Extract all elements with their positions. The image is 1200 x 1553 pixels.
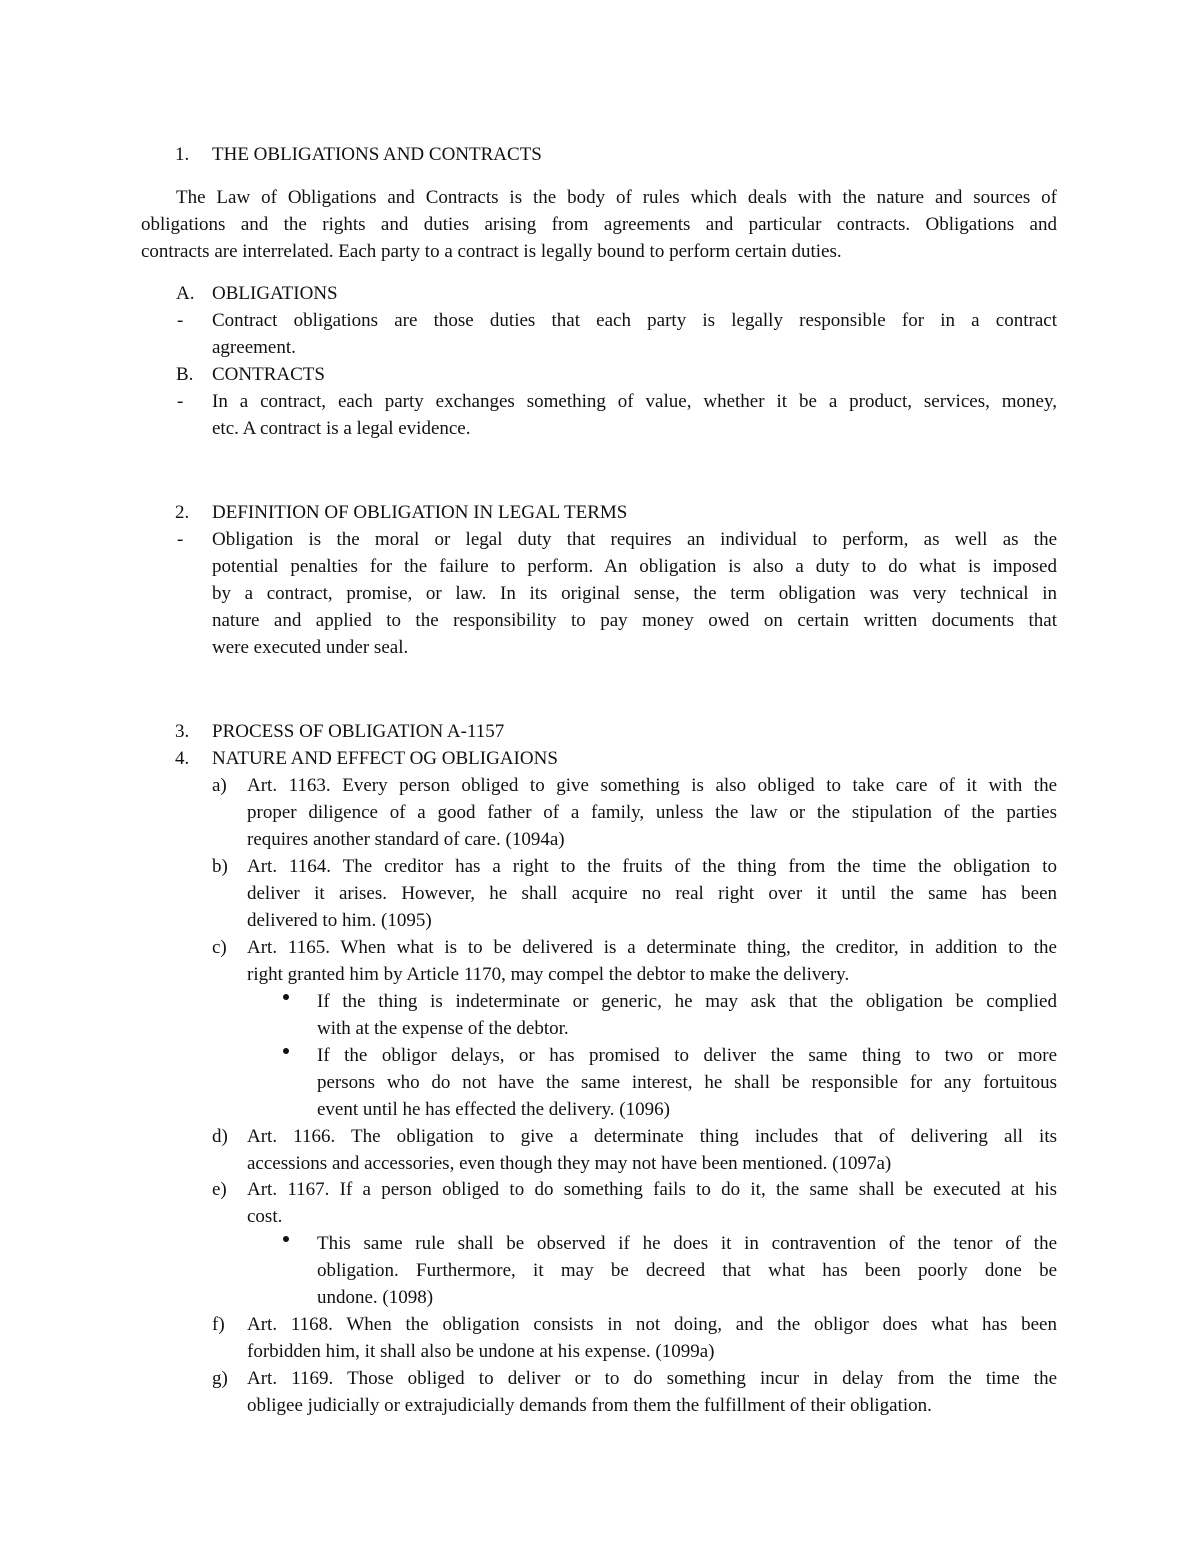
article-line: Art. 1165. When what is to be delivered is a determinate thing, the creditor, in addition to the <box>247 937 1057 958</box>
definition-line: potential penalties for the failure to perform. An obligation is also a duty to do what is imposed <box>212 556 1057 577</box>
section-number: 2. <box>175 502 190 523</box>
bullet-line: obligation. Furthermore, it may be decreed that what has been poorly done be <box>317 1260 1057 1281</box>
bullet-icon <box>283 1048 289 1054</box>
bullet-line: If the obligor delays, or has promised to deliver the same thing to two or more <box>317 1045 1057 1066</box>
dash-marker: - <box>177 529 184 550</box>
article-line: Art. 1167. If a person obliged to do something fails to do it, the same shall be executed at his <box>247 1179 1057 1200</box>
section-number: 3. <box>175 721 190 742</box>
section-heading: DEFINITION OF OBLIGATION IN LEGAL TERMS <box>212 502 628 523</box>
intro-line: The Law of Obligations and Contracts is the body of rules which deals with the nature and sources of <box>176 187 1057 208</box>
article-marker: d) <box>212 1126 228 1147</box>
bullet-line: undone. (1098) <box>317 1287 434 1308</box>
article-marker: e) <box>212 1179 227 1200</box>
article-line: Art. 1169. Those obliged to deliver or to do something incur in delay from the time the <box>247 1368 1057 1389</box>
article-line: Art. 1168. When the obligation consists in not doing, and the obligor does what has been <box>247 1314 1057 1335</box>
subsection-line: etc. A contract is a legal evidence. <box>212 418 471 439</box>
section-number: 4. <box>175 748 190 769</box>
article-line: accessions and accessories, even though they may not have been mentioned. (1097a) <box>247 1153 892 1174</box>
article-line: delivered to him. (1095) <box>247 910 432 931</box>
bullet-line: event until he has effected the delivery. (1096) <box>317 1099 670 1120</box>
intro-line: obligations and the rights and duties arising from agreements and particular contracts. Obligations and <box>141 214 1057 235</box>
article-marker: g) <box>212 1368 228 1389</box>
subsection-line: agreement. <box>212 337 296 358</box>
section-number: 1. <box>175 144 190 165</box>
subsection-line: In a contract, each party exchanges something of value, whether it be a product, services, money, <box>212 391 1057 412</box>
subsection-letter: A. <box>176 283 195 304</box>
section-heading: THE OBLIGATIONS AND CONTRACTS <box>212 144 542 165</box>
subsection-line: Contract obligations are those duties that each party is legally responsible for in a contract <box>212 310 1057 331</box>
bullet-line: This same rule shall be observed if he does it in contravention of the tenor of the <box>317 1233 1057 1254</box>
article-marker: f) <box>212 1314 225 1335</box>
dash-marker: - <box>177 310 184 331</box>
bullet-line: persons who do not have the same interest, he shall be responsible for any fortuitous <box>317 1072 1057 1093</box>
subsection-letter: B. <box>176 364 194 385</box>
article-line: Art. 1164. The creditor has a right to the fruits of the thing from the time the obligation to <box>247 856 1057 877</box>
article-line: obligee judicially or extrajudicially demands from them the fulfillment of their obligation. <box>247 1395 932 1416</box>
section-heading: NATURE AND EFFECT OG OBLIGAIONS <box>212 748 558 769</box>
article-line: right granted him by Article 1170, may compel the debtor to make the delivery. <box>247 964 850 985</box>
definition-line: were executed under seal. <box>212 637 409 658</box>
definition-line: nature and applied to the responsibility to pay money owed on certain written documents that <box>212 610 1057 631</box>
subsection-heading: OBLIGATIONS <box>212 283 338 304</box>
bullet-line: with at the expense of the debtor. <box>317 1018 569 1039</box>
definition-line: by a contract, promise, or law. In its original sense, the term obligation was very technical in <box>212 583 1057 604</box>
bullet-icon <box>283 1236 289 1242</box>
article-marker: c) <box>212 937 227 958</box>
section-heading: PROCESS OF OBLIGATION A-1157 <box>212 721 505 742</box>
article-line: proper diligence of a good father of a family, unless the law or the stipulation of the parties <box>247 802 1057 823</box>
article-line: cost. <box>247 1206 283 1227</box>
intro-line: contracts are interrelated. Each party to a contract is legally bound to perform certain duties. <box>141 241 842 262</box>
bullet-icon <box>283 994 289 1000</box>
definition-line: Obligation is the moral or legal duty that requires an individual to perform, as well as the <box>212 529 1057 550</box>
dash-marker: - <box>177 391 184 412</box>
bullet-line: If the thing is indeterminate or generic, he may ask that the obligation be complied <box>317 991 1057 1012</box>
article-line: Art. 1166. The obligation to give a determinate thing includes that of delivering all its <box>247 1126 1057 1147</box>
article-marker: a) <box>212 775 227 796</box>
article-line: requires another standard of care. (1094a) <box>247 829 565 850</box>
article-line: deliver it arises. However, he shall acquire no real right over it until the same has been <box>247 883 1057 904</box>
article-line: Art. 1163. Every person obliged to give something is also obliged to take care of it with the <box>247 775 1057 796</box>
article-line: forbidden him, it shall also be undone at his expense. (1099a) <box>247 1341 715 1362</box>
article-marker: b) <box>212 856 228 877</box>
subsection-heading: CONTRACTS <box>212 364 325 385</box>
